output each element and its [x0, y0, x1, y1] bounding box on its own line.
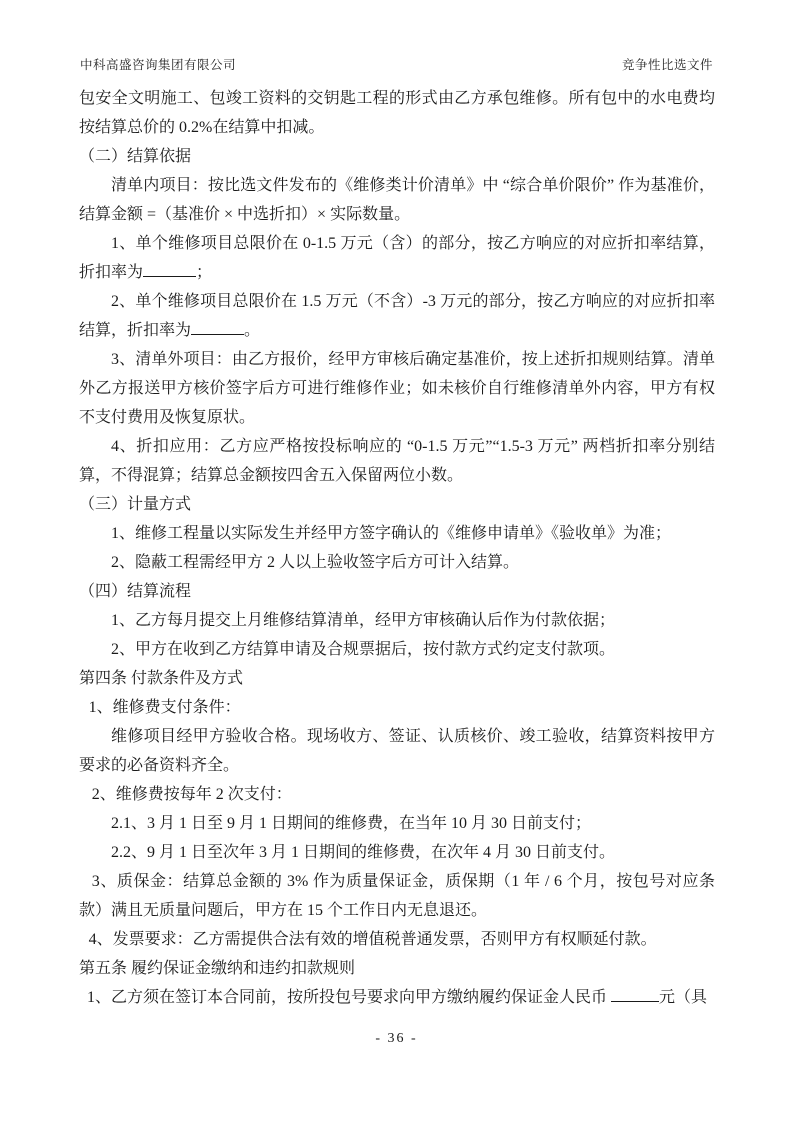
fill-in-blank — [611, 985, 659, 1002]
paragraph: （四）结算流程 — [79, 583, 192, 600]
paragraph: （三）计量方式 — [79, 496, 192, 513]
paragraph: 2、甲方在收到乙方结算申请及合规票据后，按付款方式约定支付款项。 — [111, 641, 616, 658]
paragraph: 2.1、3 月 1 日至 9 月 1 日期间的维修费，在当年 10 月 30 日前支付； — [111, 815, 592, 832]
paragraph: 3、质保金：结算总金额的 3% 作为质量保证金，质保期（1 年 / 6 个月，按包号对应条款）满且无质量问题后，甲方在 15 个工作日内无息退还。 — [79, 873, 715, 919]
paragraph: 1、乙方每月提交上月维修结算清单，经甲方审核确认后作为付款依据； — [111, 612, 616, 629]
fill-in-blank — [143, 260, 196, 277]
paragraph: 4、折扣应用：乙方应严格按投标响应的 “0-1.5 万元”“1.5-3 万元” 两档折扣率分别结算，不得混算；结算总金额按四舍五入保留两位小数。 — [79, 438, 715, 484]
paragraph: 2、隐蔽工程需经甲方 2 人以上验收签字后方可计入结算。 — [111, 554, 520, 571]
paragraph: 1、乙方须在签订本合同前，按所投包号要求向甲方缴纳履约保证金人民币 元（具 — [79, 983, 715, 1012]
paragraph: 维修项目经甲方验收合格。现场收方、签证、认质核价、竣工验收，结算资料按甲方要求的必备资料齐全。 — [79, 728, 715, 774]
paragraph: 第五条 履约保证金缴纳和违约扣款规则 — [79, 960, 356, 977]
page-number: - 36 - — [375, 1031, 418, 1046]
paragraph: 1、单个维修项目总限价在 0-1.5 万元（含）的部分，按乙方响应的对应折扣率结算，折扣率为 ； — [79, 235, 715, 281]
paragraph: 1、维修费支付条件： — [88, 699, 241, 716]
fill-in-blank — [191, 318, 244, 335]
paragraph: 2、单个维修项目总限价在 1.5 万元（不含）-3 万元的部分，按乙方响应的对应折扣率结算，折扣率为 。 — [79, 293, 715, 339]
page-footer — [0, 1031, 793, 1047]
paragraph: （二）结算依据 — [79, 148, 192, 165]
paragraph: 3、清单外项目：由乙方报价，经甲方审核后确定基准价，按上述折扣规则结算。清单外乙方报送甲方核价签字后方可进行维修作业；如未核价自行维修清单外内容，甲方有权不支付费用及恢复原状。 — [79, 351, 715, 426]
paragraph: 包安全文明施工、包竣工资料的交钥匙工程的形式由乙方承包维修。所有包中的水电费均按结算总价的 0.2%在结算中扣减。 — [79, 90, 715, 136]
document-body — [79, 84, 715, 1012]
paragraph: 第四条 付款条件及方式 — [79, 670, 244, 687]
paragraph: 清单内项目：按比选文件发布的《维修类计价清单》中 “综合单价限价” 作为基准价，结算金额 =（基准价 × 中选折扣）× 实际数量。 — [79, 177, 715, 223]
page-header — [80, 55, 713, 73]
paragraph: 2、维修费按每年 2 次支付： — [91, 786, 292, 803]
paragraph: 4、发票要求：乙方需提供合法有效的增值税普通发票，否则甲方有权顺延付款。 — [88, 931, 657, 948]
header-company-name: 中科高盛咨询集团有限公司 — [80, 58, 237, 72]
paragraph: 2.2、9 月 1 日至次年 3 月 1 日期间的维修费，在次年 4 月 30 日前支付。 — [111, 844, 616, 861]
paragraph: 1、维修工程量以实际发生并经甲方签字确认的《维修申请单》《验收单》为准； — [111, 525, 672, 542]
header-document-type: 竞争性比选文件 — [621, 58, 713, 72]
